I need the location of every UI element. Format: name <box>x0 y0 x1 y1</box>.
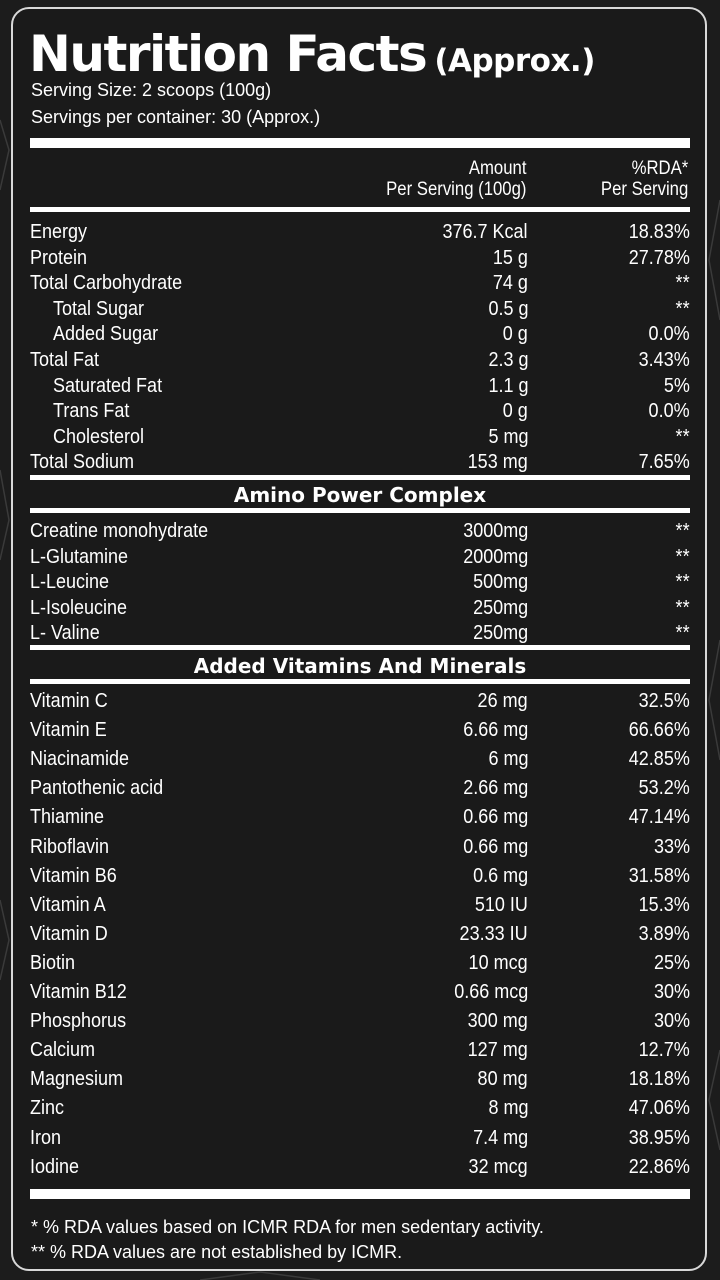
nutrient-rda: 27.78% <box>628 246 690 269</box>
vitamin-amount: 7.4 mg <box>472 1126 528 1149</box>
nutrient-name: Protein <box>30 246 88 269</box>
vitamin-rda: 33% <box>653 835 690 858</box>
vitamin-rda: 53.2% <box>638 777 690 800</box>
vitamin-row <box>30 688 690 714</box>
vitamin-amount: 300 mg <box>467 1010 528 1033</box>
nutrient-row <box>30 245 690 271</box>
vitamin-name: Vitamin D <box>30 922 108 945</box>
amino-row <box>30 544 690 570</box>
nutrient-amount: 74 g <box>492 272 528 295</box>
vitamin-amount: 0.66 mg <box>462 835 528 858</box>
vitamin-name: Vitamin C <box>30 690 108 712</box>
nutrient-row <box>30 270 690 296</box>
vitamin-name: Magnesium <box>30 1068 124 1091</box>
vitamin-row <box>30 892 690 918</box>
vitamin-row <box>30 775 690 801</box>
nutrient-row <box>30 296 690 322</box>
nutrient-row <box>30 321 690 347</box>
vitamin-rda: 38.95% <box>628 1126 690 1149</box>
amino-section-title: Amino Power Complex <box>233 483 487 507</box>
vitamin-amount: 127 mg <box>467 1039 528 1062</box>
vitamin-amount: 23.33 IU <box>459 922 528 945</box>
footnote-not-established: ** % RDA values are not established by ICMR. <box>31 1242 403 1262</box>
nutrient-name: Added Sugar <box>53 323 159 346</box>
vitamin-rda: 30% <box>653 1010 690 1033</box>
vitamin-name: Phosphorus <box>30 1010 127 1033</box>
vitamins-section-title: Added Vitamins And Minerals <box>193 654 527 678</box>
nutrient-rda: 7.65% <box>638 451 690 474</box>
footnote-rda: * % RDA values based on ICMR RDA for men sedentary activity. <box>31 1217 544 1237</box>
nutrient-amount: 376.7 Kcal <box>442 221 528 243</box>
serving-size: Serving Size: 2 scoops (100g) <box>31 80 272 100</box>
amino-row <box>30 518 690 544</box>
servings-per-container: Servings per container: 30 (Approx.) <box>31 107 321 127</box>
medium-divider <box>30 475 690 480</box>
vitamin-amount: 0.66 mcg <box>453 981 528 1003</box>
vitamin-rda: 31.58% <box>628 864 690 887</box>
vitamin-rda: 3.89% <box>638 922 690 945</box>
nutrient-amount: 0 g <box>502 323 528 346</box>
amino-row <box>30 595 690 621</box>
amino-rda: ** <box>675 545 690 568</box>
vitamin-rda: 25% <box>653 951 690 974</box>
vitamin-row <box>30 979 690 1005</box>
vitamin-name: Vitamin E <box>30 719 107 742</box>
nutrient-row <box>30 424 690 450</box>
vitamin-row <box>30 834 690 860</box>
vitamin-rda: 18.18% <box>628 1068 690 1091</box>
vitamin-row <box>30 921 690 947</box>
vitamin-rda: 42.85% <box>628 748 690 771</box>
amino-name: L-Isoleucine <box>30 596 128 619</box>
vitamin-amount: 6.66 mg <box>462 719 528 742</box>
nutrient-amount: 5 mg <box>487 425 528 448</box>
vitamin-name: Biotin <box>30 951 76 974</box>
vitamin-name: Iodine <box>30 1155 80 1178</box>
nutrient-amount: 2.3 g <box>487 349 528 371</box>
nutrient-rda: ** <box>675 272 690 295</box>
vitamin-amount: 0.66 mg <box>462 806 528 829</box>
vitamin-row <box>30 863 690 889</box>
amino-name: Creatine monohydrate <box>30 520 209 542</box>
nutrient-name: Saturated Fat <box>53 374 163 397</box>
nutrient-name: Total Carbohydrate <box>30 272 183 295</box>
nutrient-amount: 1.1 g <box>487 374 528 397</box>
nutrient-row <box>30 449 690 475</box>
rda-column-header: %RDA* Per Serving <box>600 158 688 200</box>
vitamin-amount: 80 mg <box>477 1068 528 1091</box>
amino-amount: 2000mg <box>462 545 528 568</box>
vitamin-name: Zinc <box>30 1097 65 1120</box>
vitamin-rda: 47.14% <box>628 806 690 829</box>
vitamin-amount: 510 IU <box>474 893 528 916</box>
vitamin-name: Niacinamide <box>30 748 130 771</box>
medium-divider <box>30 207 690 212</box>
vitamin-amount: 10 mcg <box>468 951 528 974</box>
vitamin-name: Vitamin B12 <box>30 981 127 1003</box>
vitamin-row <box>30 717 690 743</box>
nutrient-name: Total Sugar <box>53 297 145 320</box>
vitamin-amount: 2.66 mg <box>462 777 528 800</box>
vitamin-rda: 47.06% <box>628 1097 690 1120</box>
vitamin-amount: 32 mcg <box>468 1155 528 1178</box>
nutrient-rda: 0.0% <box>648 323 690 346</box>
vitamin-amount: 0.6 mg <box>472 864 528 887</box>
vitamin-row <box>30 746 690 772</box>
vitamin-name: Calcium <box>30 1039 96 1062</box>
vitamin-rda: 30% <box>653 981 690 1003</box>
amount-column-header: Amount Per Serving (100g) <box>385 158 526 200</box>
amino-rda: ** <box>675 571 690 593</box>
amino-name: L-Glutamine <box>30 545 129 568</box>
vitamin-row <box>30 1125 690 1151</box>
amino-amount: 500mg <box>472 571 528 593</box>
vitamin-name: Pantothenic acid <box>30 777 164 800</box>
vitamin-row <box>30 1095 690 1121</box>
nutrient-rda: ** <box>675 425 690 448</box>
medium-divider <box>30 679 690 684</box>
vitamin-row <box>30 950 690 976</box>
nutrient-rda: 3.43% <box>638 349 690 371</box>
vitamin-row <box>30 804 690 830</box>
nutrient-rda: 18.83% <box>628 221 690 243</box>
vitamin-row <box>30 1008 690 1034</box>
thick-divider <box>30 1189 690 1199</box>
vitamin-amount: 6 mg <box>487 748 528 771</box>
amino-name: L-Leucine <box>30 571 110 593</box>
amino-amount: 250mg <box>472 596 528 619</box>
vitamin-rda: 32.5% <box>638 690 690 712</box>
nutrient-amount: 153 mg <box>467 451 528 474</box>
vitamin-rda: 12.7% <box>638 1039 690 1062</box>
nutrient-row <box>30 398 690 424</box>
nutrient-row <box>30 347 690 373</box>
vitamin-name: Thiamine <box>30 806 105 829</box>
amino-rda: ** <box>675 622 690 644</box>
nutrient-name: Total Sodium <box>30 451 135 474</box>
nutrient-rda: ** <box>675 297 690 320</box>
medium-divider <box>30 508 690 513</box>
vitamin-name: Vitamin A <box>30 893 106 916</box>
vitamin-amount: 26 mg <box>477 690 528 712</box>
amino-row <box>30 620 690 646</box>
amino-name: L- Valine <box>30 622 100 644</box>
nutrient-rda: 5% <box>663 374 690 397</box>
amino-rda: ** <box>675 596 690 619</box>
amino-amount: 3000mg <box>462 520 528 542</box>
vitamin-row <box>30 1037 690 1063</box>
nutrient-rda: 0.0% <box>648 400 690 423</box>
vitamin-rda: 15.3% <box>638 893 690 916</box>
title-suffix: (Approx.) <box>434 43 595 79</box>
vitamin-name: Vitamin B6 <box>30 864 117 887</box>
vitamin-rda: 22.86% <box>628 1155 690 1178</box>
vitamin-amount: 8 mg <box>487 1097 528 1120</box>
thick-divider <box>30 138 690 148</box>
vitamin-name: Riboflavin <box>30 835 110 858</box>
vitamin-row <box>30 1066 690 1092</box>
nutrient-name: Trans Fat <box>53 400 130 423</box>
nutrient-name: Energy <box>30 221 88 243</box>
nutrient-name: Cholesterol <box>53 425 145 448</box>
vitamin-rda: 66.66% <box>628 719 690 742</box>
nutrient-row <box>30 219 690 245</box>
title-row <box>29 21 699 87</box>
nutrient-amount: 0 g <box>502 400 528 423</box>
nutrient-amount: 15 g <box>492 246 528 269</box>
nutrition-facts-panel <box>11 7 707 1271</box>
amino-rda: ** <box>675 520 690 542</box>
nutrient-row <box>30 373 690 399</box>
medium-divider <box>30 645 690 650</box>
vitamin-row <box>30 1154 690 1180</box>
amino-amount: 250mg <box>472 622 528 644</box>
amino-row <box>30 569 690 595</box>
page-title: Nutrition Facts <box>29 25 427 83</box>
nutrient-amount: 0.5 g <box>487 297 528 320</box>
vitamin-name: Iron <box>30 1126 62 1149</box>
nutrient-name: Total Fat <box>30 349 100 371</box>
